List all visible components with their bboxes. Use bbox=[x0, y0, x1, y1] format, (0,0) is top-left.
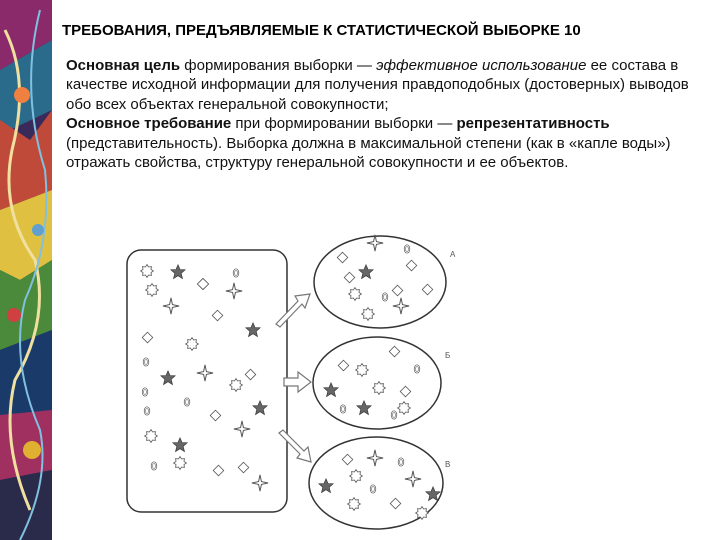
goal-text-1: формирования выборки — bbox=[180, 57, 377, 74]
goal-text-2: ее состава в качестве исходной информации для получения правдоподобных (достоверных) выводов обо всех объектах генеральной совокупности; bbox=[66, 57, 689, 113]
sample-a bbox=[314, 235, 456, 328]
goal-term: Основная цель bbox=[66, 57, 181, 74]
sample-label-c: В bbox=[445, 460, 451, 469]
requirement-term: Основное требование bbox=[66, 115, 232, 133]
goal-italic: эффективное использование bbox=[376, 57, 587, 74]
sample-b bbox=[313, 337, 450, 429]
general-population-box bbox=[127, 250, 287, 512]
representativeness-term: репрезентативность bbox=[456, 115, 610, 133]
requirement-text-1: при формировании выборки — bbox=[231, 115, 457, 133]
sample-label-b: Б bbox=[445, 351, 451, 360]
sample-label-a: А bbox=[450, 250, 456, 259]
slide-title: ТРЕБОВАНИЯ, ПРЕДЪЯВЛЯЕМЫЕ К СТАТИСТИЧЕСКОЙ ВЫБОРКЕ 10 bbox=[62, 22, 581, 39]
sample-c bbox=[309, 437, 450, 529]
requirement-text-2: (представительность). Выборка должна в максимальной степени (как в «капле воды») отражать свойства, структуру генеральной совокупности и ее объектов. bbox=[66, 134, 671, 172]
